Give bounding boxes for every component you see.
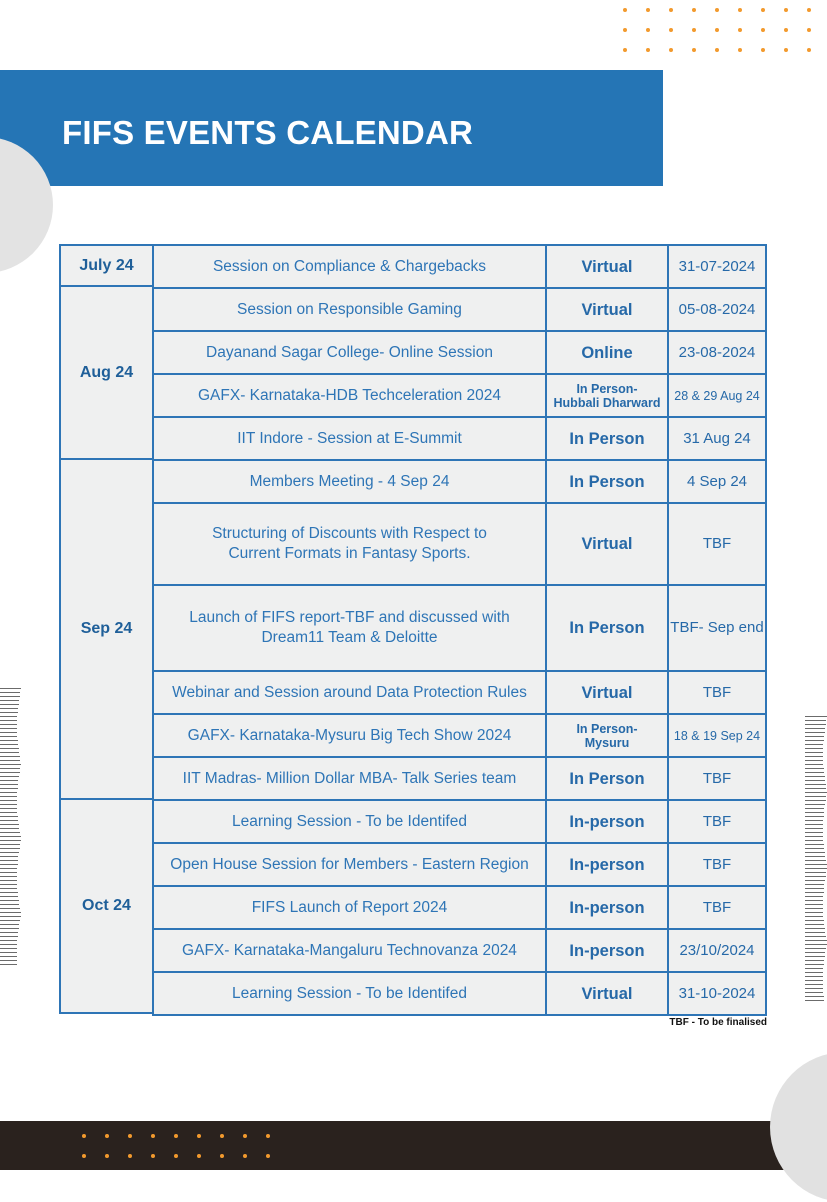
decorative-stripe <box>805 940 827 941</box>
decorative-stripe <box>805 792 827 793</box>
event-name-cell: Learning Session - To be Identifed <box>152 971 547 1016</box>
decorative-stripe <box>0 716 17 717</box>
event-name-cell: Webinar and Session around Data Protection Rules <box>152 670 547 715</box>
decorative-stripe <box>0 880 17 881</box>
decorative-stripe <box>805 968 823 969</box>
decorative-dot <box>738 48 742 52</box>
decorative-stripe <box>805 752 823 753</box>
decorative-stripe <box>0 936 18 937</box>
decorative-stripe <box>0 960 17 961</box>
decorative-stripe <box>805 880 825 881</box>
decorative-dot <box>692 28 696 32</box>
decorative-stripe <box>0 772 20 773</box>
decorative-stripe <box>0 952 17 953</box>
decorative-stripe <box>805 884 824 885</box>
decorative-dot <box>623 8 627 12</box>
decorative-dot <box>623 28 627 32</box>
decorative-stripe <box>0 696 20 697</box>
decorative-stripe <box>805 760 823 761</box>
month-cell-aug: Aug 24 <box>59 285 154 460</box>
footer-band <box>0 1121 827 1170</box>
decorative-stripe <box>0 804 17 805</box>
decorative-stripe <box>0 884 17 885</box>
decorative-dot <box>128 1134 132 1138</box>
decorative-stripe <box>0 852 19 853</box>
decorative-stripe <box>805 740 824 741</box>
event-mode-cell: In Person <box>545 459 669 504</box>
event-mode-cell: Virtual <box>545 244 669 289</box>
decorative-stripe <box>805 904 823 905</box>
decorative-stripe <box>805 1000 824 1001</box>
decorative-stripe <box>0 732 17 733</box>
decorative-stripe <box>0 796 17 797</box>
decorative-stripe <box>0 908 20 909</box>
decorative-stripe <box>805 960 824 961</box>
decorative-dot <box>784 8 788 12</box>
decorative-stripe <box>0 764 21 765</box>
decorative-dot <box>669 8 673 12</box>
decorative-stripe <box>805 748 823 749</box>
decorative-dot <box>761 28 765 32</box>
decorative-stripe <box>805 836 823 837</box>
event-date-cell: TBF <box>667 756 767 801</box>
event-date-cell: 31-10-2024 <box>667 971 767 1016</box>
decorative-dot <box>220 1154 224 1158</box>
event-name-cell: GAFX- Karnataka-HDB Techceleration 2024 <box>152 373 547 418</box>
decorative-stripe <box>805 920 824 921</box>
decorative-stripe <box>0 752 19 753</box>
event-name-cell: Members Meeting - 4 Sep 24 <box>152 459 547 504</box>
decorative-dot <box>669 28 673 32</box>
decorative-dot <box>151 1154 155 1158</box>
decorative-dot <box>807 48 811 52</box>
event-date-cell: TBF- Sep end <box>667 584 767 672</box>
decorative-dot <box>646 28 650 32</box>
decorative-stripe <box>805 864 827 865</box>
decorative-stripe <box>805 908 823 909</box>
decorative-stripe <box>805 820 823 821</box>
event-date-cell: 28 & 29 Aug 24 <box>667 373 767 418</box>
decorative-stripe <box>805 816 824 817</box>
decorative-stripe <box>805 860 826 861</box>
event-mode-cell: Virtual <box>545 971 669 1016</box>
decorative-dot <box>266 1134 270 1138</box>
event-date-cell: 23/10/2024 <box>667 928 767 973</box>
decorative-stripe <box>0 940 17 941</box>
decorative-stripe <box>0 916 21 917</box>
decorative-dot <box>82 1154 86 1158</box>
month-cell-oct: Oct 24 <box>59 798 154 1014</box>
decorative-stripe <box>0 836 21 837</box>
decorative-dot <box>784 48 788 52</box>
decorative-dot <box>197 1154 201 1158</box>
event-name-cell: IIT Indore - Session at E-Summit <box>152 416 547 461</box>
event-mode-cell: Virtual <box>545 502 669 586</box>
decorative-stripe <box>0 824 19 825</box>
decorative-stripe <box>0 876 17 877</box>
event-name-cell: Launch of FIFS report-TBF and discussed with Dream11 Team & Deloitte <box>152 584 547 672</box>
decorative-dot <box>738 8 742 12</box>
decorative-stripe <box>805 828 823 829</box>
decorative-stripe <box>0 788 18 789</box>
event-name-cell: Learning Session - To be Identifed <box>152 799 547 844</box>
event-mode-cell: Virtual <box>545 670 669 715</box>
decorative-dot <box>105 1134 109 1138</box>
event-date-cell: TBF <box>667 842 767 887</box>
decorative-stripe <box>0 868 17 869</box>
event-date-cell: 18 & 19 Sep 24 <box>667 713 767 758</box>
decorative-dot <box>105 1154 109 1158</box>
decorative-dot <box>692 48 696 52</box>
decorative-stripe <box>0 820 18 821</box>
decorative-dot <box>669 48 673 52</box>
decorative-stripe <box>0 808 17 809</box>
decorative-stripe <box>0 888 17 889</box>
event-date-cell: 23-08-2024 <box>667 330 767 375</box>
decorative-stripe <box>0 708 18 709</box>
decorative-stripe <box>0 692 20 693</box>
decorative-stripe <box>805 916 823 917</box>
decorative-stripe <box>0 816 18 817</box>
event-mode-cell: Online <box>545 330 669 375</box>
decorative-dot <box>243 1134 247 1138</box>
decorative-stripe <box>0 956 17 957</box>
decorative-stripe <box>0 736 17 737</box>
decorative-dot <box>266 1154 270 1158</box>
decorative-stripe <box>805 932 825 933</box>
decorative-stripe <box>805 780 825 781</box>
event-mode-cell: In Person- Hubbali Dharward <box>545 373 669 418</box>
event-mode-cell: In Person <box>545 756 669 801</box>
decorative-stripe <box>0 828 19 829</box>
decorative-dot <box>715 8 719 12</box>
decorative-stripe <box>0 704 19 705</box>
decorative-stripe <box>0 768 20 769</box>
events-calendar-table <box>59 244 767 1014</box>
decorative-stripe <box>805 764 823 765</box>
decorative-stripe <box>0 944 17 945</box>
decorative-stripe <box>805 892 824 893</box>
event-mode-cell: In-person <box>545 928 669 973</box>
decorative-stripe <box>805 852 825 853</box>
decorative-stripe <box>0 740 18 741</box>
decorative-stripe <box>0 856 18 857</box>
decorative-stripe <box>0 924 19 925</box>
event-date-cell: TBF <box>667 799 767 844</box>
decorative-stripe <box>805 808 824 809</box>
decorative-stripe <box>0 896 18 897</box>
decorative-stripe <box>0 848 20 849</box>
decorative-stripe <box>805 896 823 897</box>
decorative-stripe <box>0 800 17 801</box>
decorative-stripe <box>0 920 20 921</box>
decorative-stripe <box>805 924 824 925</box>
decorative-stripe <box>805 936 826 937</box>
decorative-stripe <box>805 848 824 849</box>
decorative-stripe <box>805 776 825 777</box>
decorative-stripe <box>805 984 823 985</box>
decorative-stripe <box>805 972 823 973</box>
decorative-stripe <box>805 720 826 721</box>
decorative-stripe <box>805 796 826 797</box>
decorative-stripe <box>805 768 824 769</box>
decorative-dot <box>692 8 696 12</box>
decorative-dot <box>807 28 811 32</box>
decorative-dot <box>715 48 719 52</box>
event-date-cell: TBF <box>667 502 767 586</box>
decorative-stripe <box>0 688 21 689</box>
event-mode-cell: In Person <box>545 416 669 461</box>
event-date-cell: 4 Sep 24 <box>667 459 767 504</box>
decorative-stripe <box>0 720 17 721</box>
decorative-stripe <box>805 964 824 965</box>
event-name-cell: Structuring of Discounts with Respect to Current Formats in Fantasy Sports. <box>152 502 547 586</box>
event-date-cell: 31 Aug 24 <box>667 416 767 461</box>
event-mode-cell: In-person <box>545 799 669 844</box>
decorative-dot <box>174 1154 178 1158</box>
decorative-dot <box>197 1134 201 1138</box>
decorative-dot <box>761 48 765 52</box>
decorative-stripe <box>805 812 824 813</box>
decorative-stripe <box>805 824 823 825</box>
decorative-stripe <box>0 932 18 933</box>
decorative-stripe <box>805 716 827 717</box>
decorative-stripe <box>0 872 17 873</box>
decorative-stripe <box>0 780 18 781</box>
decorative-stripe <box>805 772 824 773</box>
decorative-dot <box>784 28 788 32</box>
decorative-stripe <box>805 996 824 997</box>
decorative-stripe <box>0 928 19 929</box>
decorative-stripe <box>0 760 20 761</box>
decorative-circle-right <box>770 1052 827 1202</box>
decorative-stripe <box>805 992 823 993</box>
decorative-stripe <box>805 876 826 877</box>
decorative-stripe <box>0 724 17 725</box>
decorative-dot <box>128 1154 132 1158</box>
decorative-stripe <box>805 952 825 953</box>
decorative-stripe <box>0 748 19 749</box>
decorative-stripe <box>0 900 19 901</box>
decorative-stripe <box>805 784 826 785</box>
decorative-stripe <box>805 868 827 869</box>
page-title: FIFS EVENTS CALENDAR <box>62 114 474 151</box>
decorative-stripe <box>805 900 823 901</box>
decorative-stripe <box>0 812 17 813</box>
event-mode-cell: In-person <box>545 842 669 887</box>
decorative-stripe <box>805 944 827 945</box>
decorative-stripe <box>0 844 20 845</box>
footnote-tbf: TBF - To be finalised <box>669 1017 767 1028</box>
event-date-cell: TBF <box>667 670 767 715</box>
month-cell-july: July 24 <box>59 244 154 287</box>
decorative-dot <box>82 1134 86 1138</box>
decorative-stripe <box>0 832 20 833</box>
decorative-stripe <box>0 892 18 893</box>
decorative-stripe <box>805 980 823 981</box>
decorative-stripe <box>0 728 17 729</box>
decorative-stripe <box>0 860 18 861</box>
decorative-stripe <box>805 872 826 873</box>
event-name-cell: Open House Session for Members - Eastern Region <box>152 842 547 887</box>
decorative-stripe <box>805 744 823 745</box>
decorative-stripe <box>0 700 19 701</box>
decorative-dot <box>623 48 627 52</box>
decorative-stripe <box>805 928 825 929</box>
decorative-dot <box>646 48 650 52</box>
decorative-dot <box>243 1154 247 1158</box>
decorative-dot <box>174 1134 178 1138</box>
decorative-stripe <box>0 948 17 949</box>
decorative-stripe <box>0 904 19 905</box>
decorative-stripe <box>805 976 823 977</box>
decorative-stripe <box>805 912 823 913</box>
event-name-cell: GAFX- Karnataka-Mangaluru Technovanza 2024 <box>152 928 547 973</box>
event-name-cell: Dayanand Sagar College- Online Session <box>152 330 547 375</box>
event-name-cell: GAFX- Karnataka-Mysuru Big Tech Show 2024 <box>152 713 547 758</box>
decorative-stripe <box>0 840 21 841</box>
decorative-stripe <box>805 856 825 857</box>
decorative-stripe <box>0 756 20 757</box>
decorative-stripe <box>0 744 18 745</box>
decorative-dot <box>151 1134 155 1138</box>
decorative-stripe <box>805 756 823 757</box>
decorative-stripe <box>805 736 824 737</box>
decorative-stripe <box>805 724 826 725</box>
decorative-stripe <box>0 864 18 865</box>
decorative-stripe <box>805 804 825 805</box>
decorative-stripe <box>0 784 18 785</box>
event-mode-cell: In Person <box>545 584 669 672</box>
event-date-cell: 05-08-2024 <box>667 287 767 332</box>
decorative-dot <box>715 28 719 32</box>
decorative-dot <box>807 8 811 12</box>
decorative-stripe <box>805 948 826 949</box>
event-name-cell: IIT Madras- Million Dollar MBA- Talk Series team <box>152 756 547 801</box>
event-mode-cell: In Person- Mysuru <box>545 713 669 758</box>
decorative-stripe <box>805 728 825 729</box>
decorative-stripe <box>805 832 823 833</box>
event-name-cell: Session on Compliance & Chargebacks <box>152 244 547 289</box>
decorative-stripe <box>805 840 823 841</box>
decorative-dot <box>761 8 765 12</box>
decorative-dot <box>220 1134 224 1138</box>
decorative-stripe <box>805 800 826 801</box>
decorative-dot <box>646 8 650 12</box>
event-date-cell: 31-07-2024 <box>667 244 767 289</box>
decorative-dot <box>738 28 742 32</box>
decorative-stripe <box>0 792 17 793</box>
decorative-stripe <box>805 788 826 789</box>
event-date-cell: TBF <box>667 885 767 930</box>
event-name-cell: Session on Responsible Gaming <box>152 287 547 332</box>
decorative-stripe <box>0 776 19 777</box>
decorative-stripe <box>0 712 18 713</box>
event-mode-cell: In-person <box>545 885 669 930</box>
decorative-stripe <box>805 732 825 733</box>
decorative-stripe <box>805 888 824 889</box>
decorative-stripe <box>805 988 823 989</box>
decorative-stripe <box>0 912 21 913</box>
decorative-stripe <box>805 844 824 845</box>
event-mode-cell: Virtual <box>545 287 669 332</box>
event-name-cell: FIFS Launch of Report 2024 <box>152 885 547 930</box>
month-cell-sep: Sep 24 <box>59 458 154 800</box>
decorative-stripe <box>0 964 17 965</box>
decorative-stripe <box>805 956 825 957</box>
